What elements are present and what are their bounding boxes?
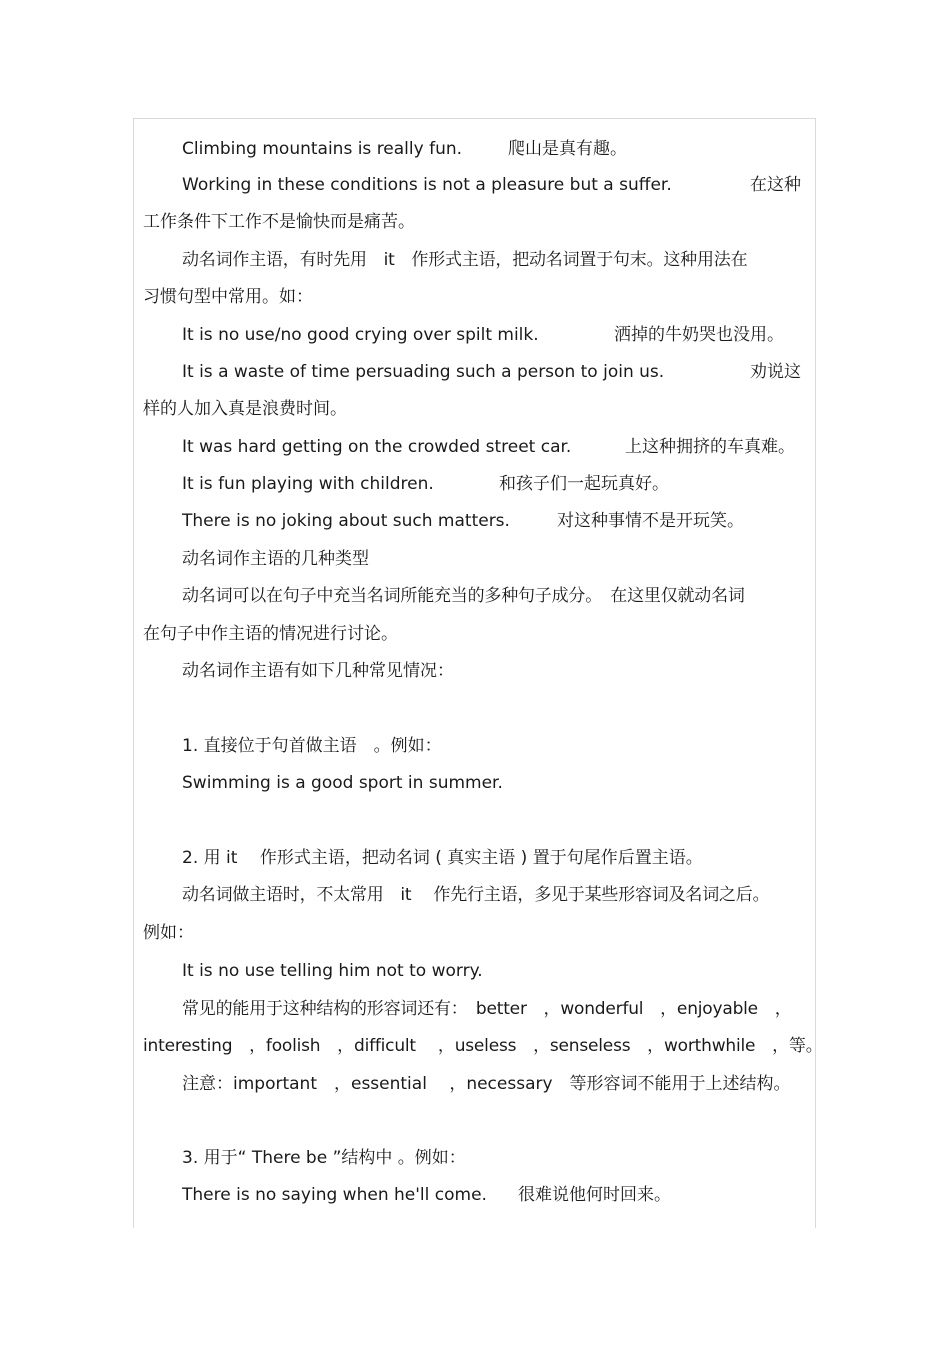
- text-line: 动名词作主语，有时先用 it 作形式主语，把动名词置于句末。这种用法在: [182, 250, 748, 270]
- text-line: 动名词做主语时，不太常用 it 作先行主语，多见于某些形容词及名词之后。: [182, 885, 770, 905]
- example-line: [182, 323, 784, 347]
- chinese-translation: 劝说这: [750, 362, 801, 382]
- chinese-translation: 爬山是真有趣。: [508, 139, 627, 159]
- list-item-heading: 2. 用 it 作形式主语，把动名词 ( 真实主语 ) 置于句尾作后置主语。: [182, 848, 703, 868]
- english-sentence: It is fun playing with children.: [182, 474, 434, 494]
- text-line: 样的人加入真是浪费时间。: [143, 399, 347, 419]
- text-line: 注意：important ，essential ，necessary 等形容词不能用于上述结构。: [182, 1074, 791, 1094]
- chinese-translation: 在这种: [750, 175, 801, 195]
- list-item-heading: 1. 直接位于句首做主语 。例如：: [182, 736, 442, 756]
- english-sentence: It is a waste of time persuading such a person to join us.: [182, 362, 665, 382]
- english-sentence: It was hard getting on the crowded street car.: [182, 437, 572, 457]
- text-line: 例如：: [143, 923, 194, 943]
- chinese-translation: 和孩子们一起玩真好。: [499, 474, 669, 494]
- text-line: 习惯句型中常用。如：: [143, 287, 313, 307]
- text-line: 动名词作主语有如下几种常见情况：: [182, 661, 454, 681]
- english-sentence: It is no use/no good crying over spilt milk.: [182, 325, 539, 345]
- english-sentence: Working in these conditions is not a pleasure but a suffer.: [182, 175, 672, 195]
- chinese-translation: 洒掉的牛奶哭也没用。: [614, 325, 784, 345]
- text-line: 工作条件下工作不是愉快而是痛苦。: [143, 212, 415, 232]
- text-line: 动名词可以在句子中充当名词所能充当的多种句子成分。 在这里仅就动名词: [182, 586, 745, 606]
- example-line: [182, 360, 801, 384]
- chinese-translation: 上这种拥挤的车真难。: [625, 437, 795, 457]
- chinese-translation: 对这种事情不是开玩笑。: [557, 511, 744, 531]
- example-line: [182, 509, 744, 533]
- chinese-translation: 很难说他何时回来。: [518, 1185, 671, 1205]
- example-line: [182, 435, 795, 459]
- example-line: [182, 173, 801, 197]
- text-line: 在句子中作主语的情况进行讨论。: [143, 624, 398, 644]
- text-line: interesting ，foolish ，difficult ，useless ，senseless ，worthwhile ，等。: [143, 1036, 823, 1056]
- english-sentence: Climbing mountains is really fun.: [182, 139, 463, 159]
- example-line: [182, 1183, 671, 1207]
- english-sentence: There is no joking about such matters.: [182, 511, 510, 531]
- example-line: [182, 137, 627, 161]
- example-line: [182, 472, 669, 496]
- section-heading: 动名词作主语的几种类型: [182, 549, 369, 569]
- example-line: It is no use telling him not to worry.: [182, 961, 483, 981]
- english-sentence: There is no saying when he'll come.: [182, 1185, 487, 1205]
- list-item-heading: 3. 用于“ There be ”结构中 。例如：: [182, 1148, 466, 1168]
- text-line: 常见的能用于这种结构的形容词还有： better ，wonderful ，enjoyable ，: [182, 999, 792, 1019]
- example-line: Swimming is a good sport in summer.: [182, 773, 503, 793]
